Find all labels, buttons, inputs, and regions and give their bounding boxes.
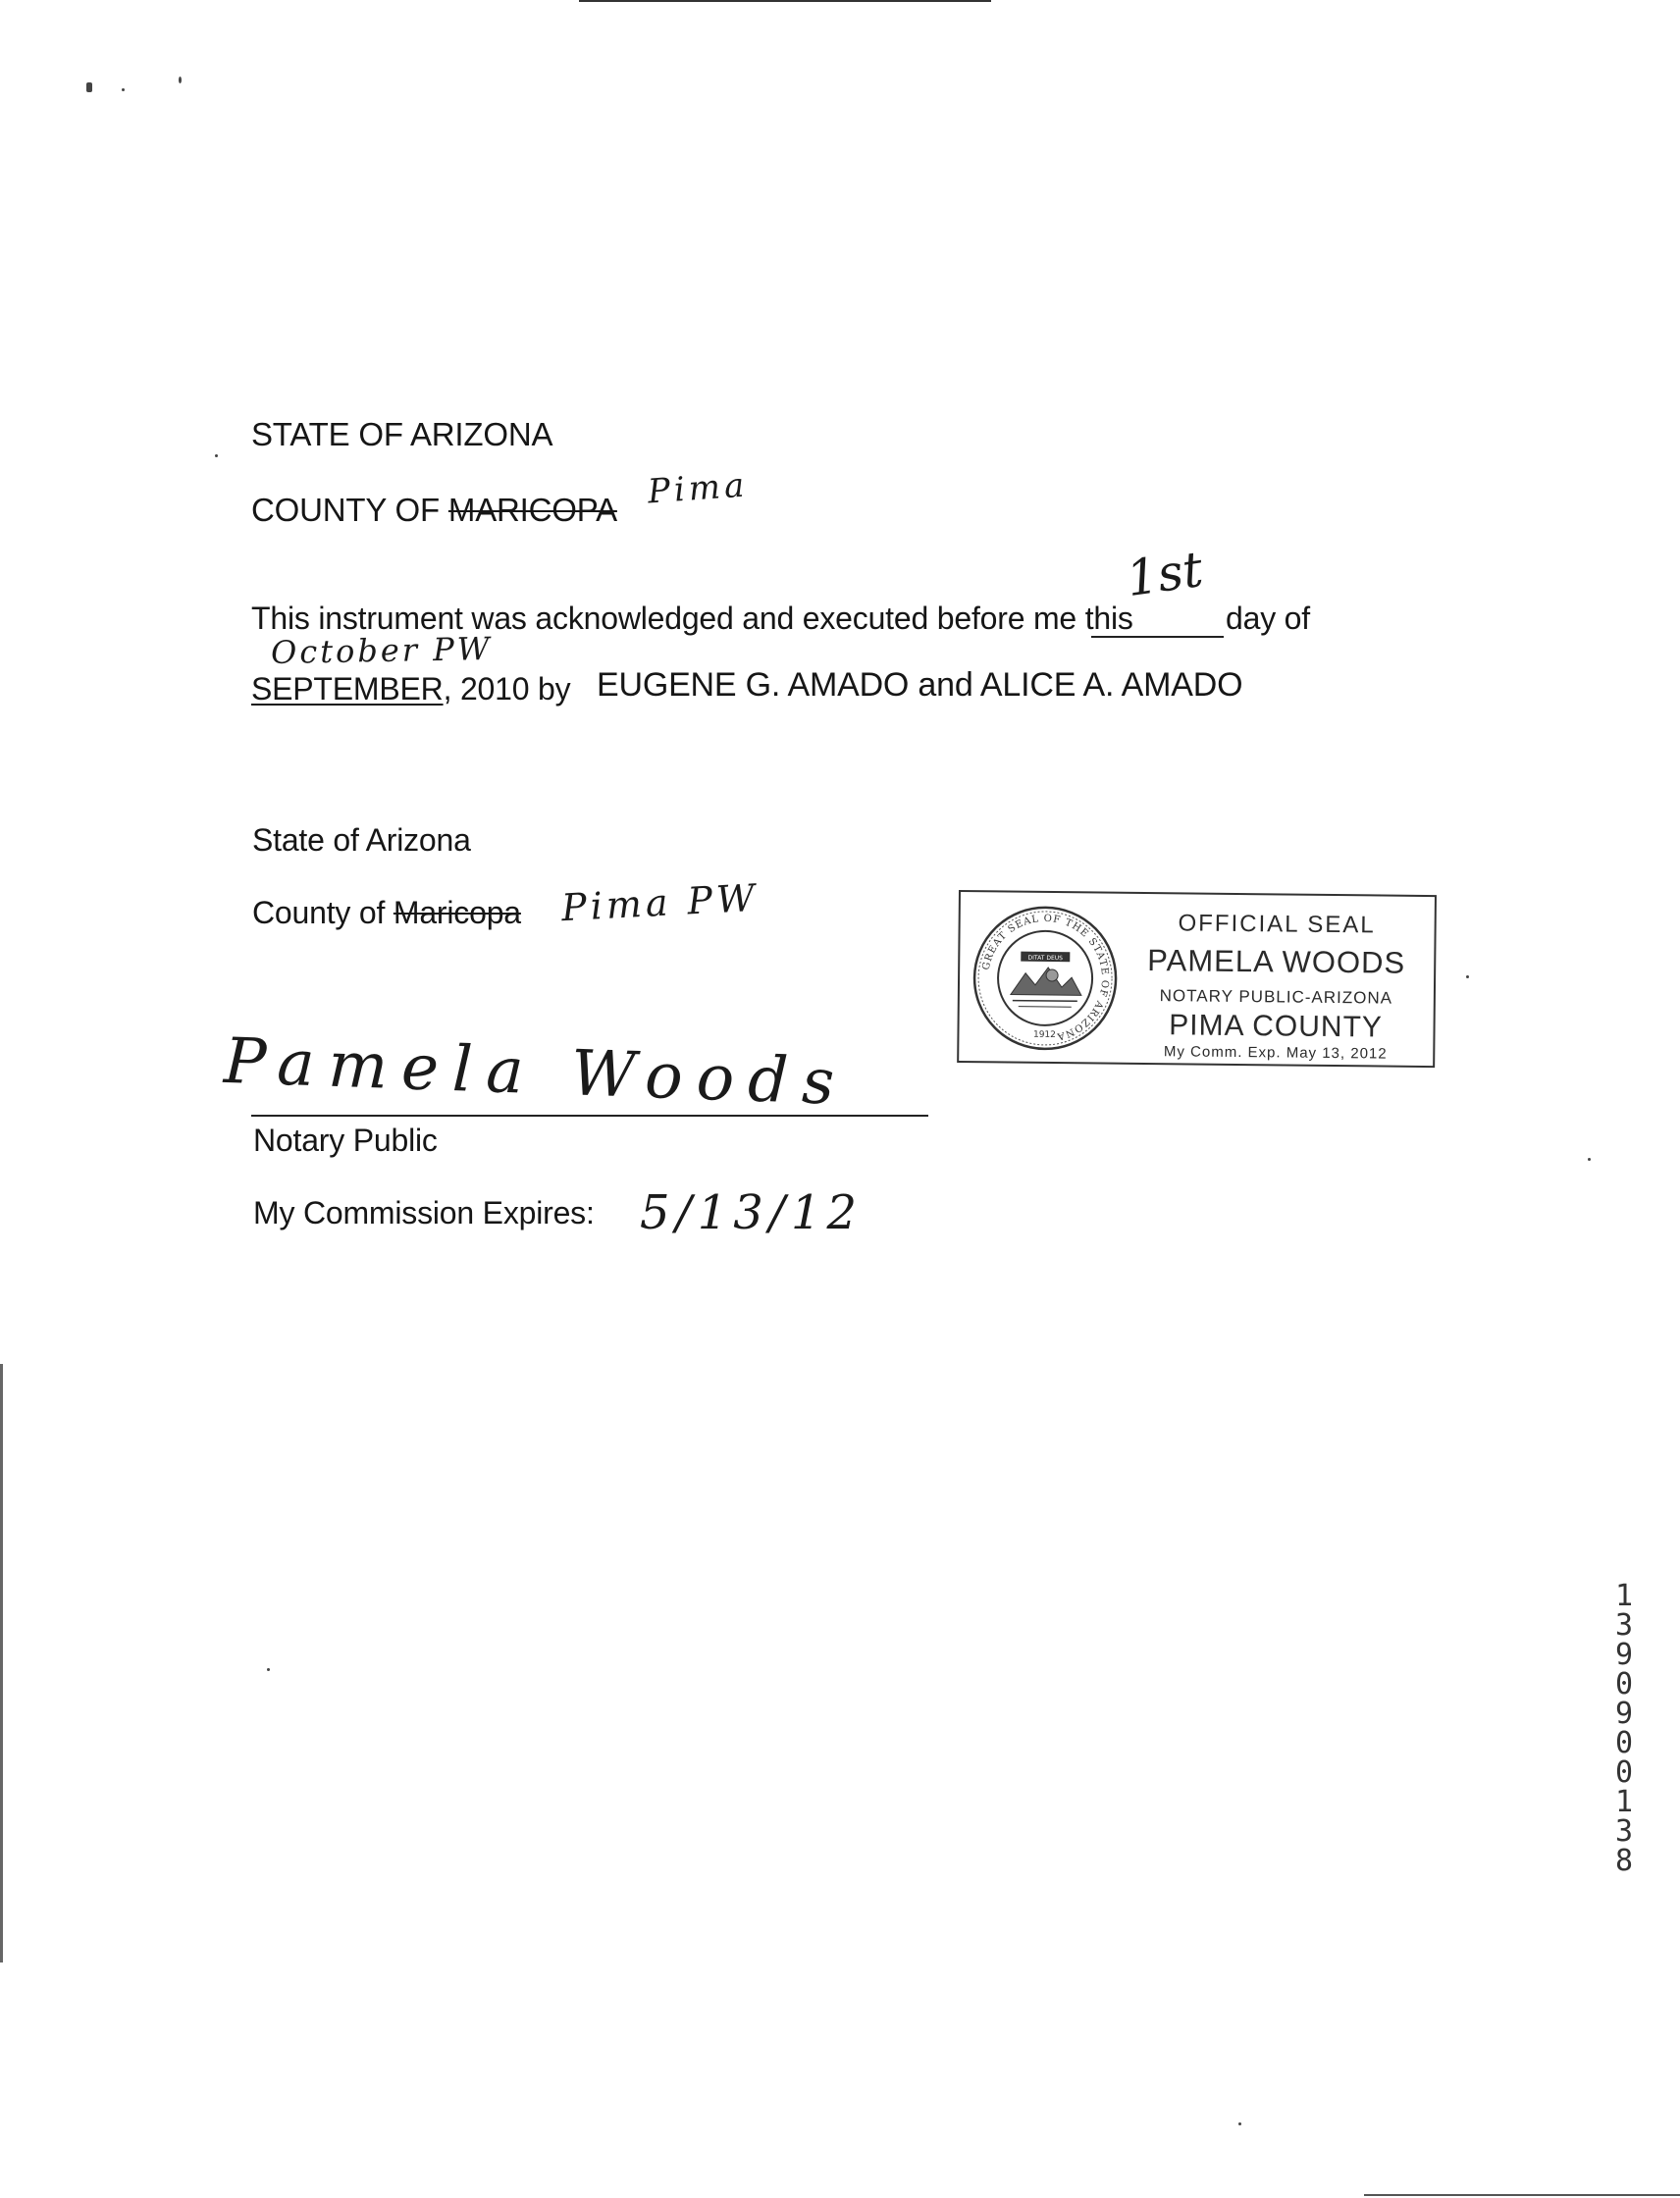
seal-banner: DITAT DEUS: [1027, 954, 1064, 963]
day-blank-line: [1091, 636, 1224, 638]
seal-year: 1912: [1032, 1029, 1056, 1041]
commission-expires-handwritten: 5/13/12: [640, 1185, 864, 1240]
day-of-label: day of: [1226, 601, 1310, 636]
venue-county-prefix: County of: [252, 895, 394, 930]
date-parties-line: [251, 671, 570, 707]
venue-county: [252, 895, 521, 931]
scan-speck: [1238, 2122, 1241, 2125]
scan-speck: [179, 77, 182, 83]
notary-signature: Pamela Woods: [222, 1024, 850, 1121]
stamp-county: PIMA COUNTY: [1169, 1009, 1384, 1044]
county-heading: [251, 492, 617, 529]
scan-edge-left: [0, 1364, 3, 1962]
scan-edge-top: [579, 0, 991, 2]
scan-speck: [215, 454, 218, 457]
scan-speck: [1588, 1158, 1591, 1161]
month-struck: SEPTEMBER: [251, 671, 444, 706]
commission-expires-label: My Commission Expires:: [253, 1195, 595, 1230]
scan-speck: [86, 82, 92, 92]
parties-names: EUGENE G. AMADO and ALICE A. AMADO: [597, 666, 1243, 704]
scan-speck: [267, 1668, 270, 1671]
notary-stamp: [957, 890, 1437, 1068]
bates-number: 13909 00138: [1614, 1579, 1634, 1878]
great-seal-icon: [971, 904, 1120, 1053]
year-text: , 2010 by: [443, 671, 571, 706]
stamp-name: PAMELA WOODS: [1147, 943, 1406, 980]
venue-county-handwritten: Pima PW: [559, 875, 761, 930]
venue-county-struck: Maricopa: [393, 895, 521, 930]
month-handwritten: October PW: [270, 630, 493, 671]
venue-state: State of Arizona: [252, 822, 471, 858]
day-handwritten: 1st: [1123, 540, 1207, 608]
scan-speck: [1466, 975, 1469, 978]
seal-ring-text: GREAT SEAL OF THE STATE OF ARIZONA: [980, 913, 1111, 1042]
county-heading-prefix: COUNTY OF: [251, 492, 448, 528]
notary-public-label: Notary Public: [253, 1123, 438, 1158]
acknowledgment-line: This instrument was acknowledged and executed before me this: [251, 601, 1133, 636]
stamp-title: OFFICIAL SEAL: [1178, 910, 1376, 939]
signature-line: [251, 1115, 928, 1117]
county-heading-struck: MARICOPA: [447, 492, 617, 528]
stamp-role: NOTARY PUBLIC-ARIZONA: [1159, 986, 1393, 1008]
scan-speck: [122, 88, 125, 91]
stamp-expiry: My Comm. Exp. May 13, 2012: [1163, 1043, 1388, 1063]
state-heading: STATE OF ARIZONA: [251, 416, 553, 452]
scan-edge-bottom: [1364, 2194, 1680, 2196]
county-heading-handwritten: Pima: [646, 465, 750, 512]
